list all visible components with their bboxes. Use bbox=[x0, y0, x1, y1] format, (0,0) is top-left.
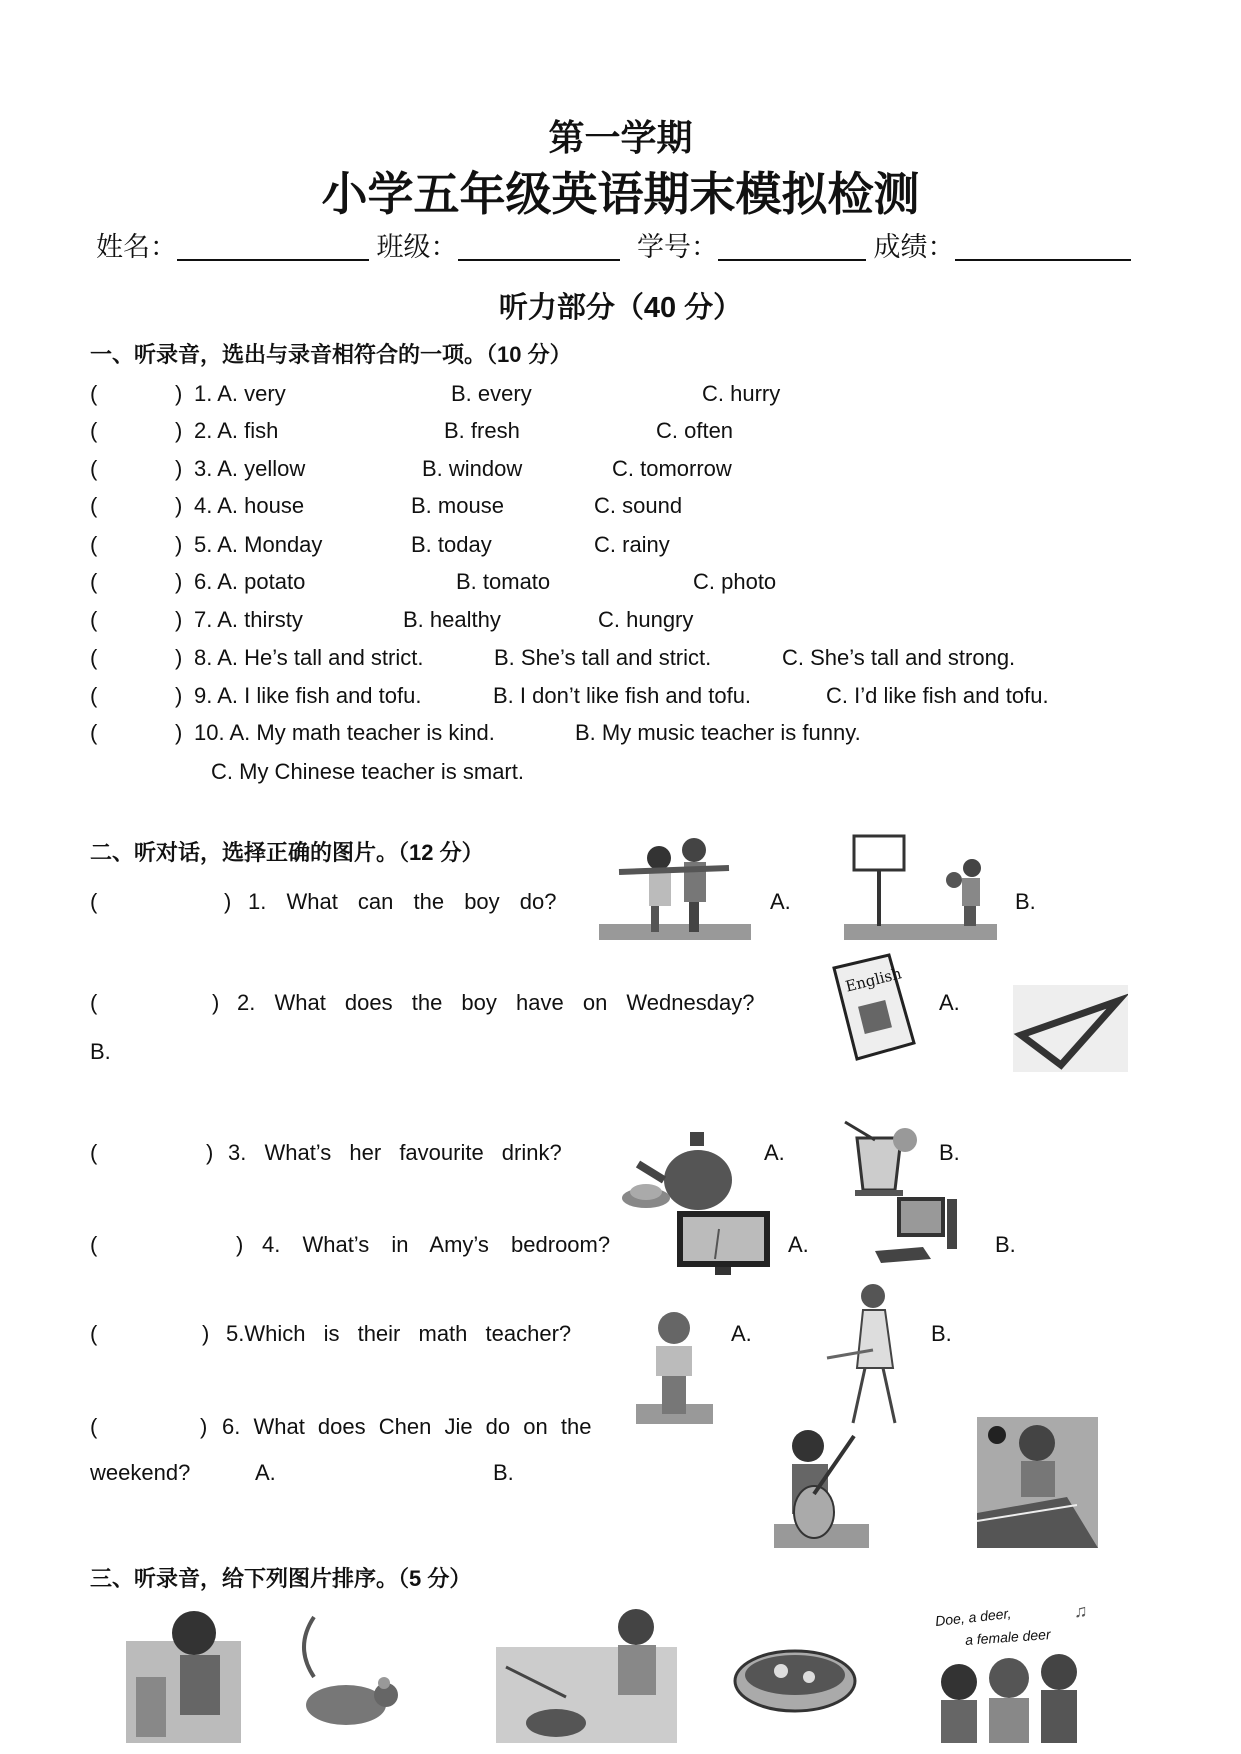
teapot-image[interactable] bbox=[620, 1128, 745, 1216]
option-c: C. often bbox=[656, 418, 734, 443]
option-a-label: A. bbox=[770, 889, 791, 914]
book-title: English bbox=[843, 964, 904, 996]
answer-paren-close: ) bbox=[175, 493, 183, 518]
option-c: C. hurry bbox=[702, 381, 781, 406]
answer-paren-open[interactable]: ( bbox=[90, 456, 98, 481]
name-blank[interactable] bbox=[177, 237, 369, 261]
option-b: B. I don’t like fish and tofu. bbox=[493, 683, 752, 708]
option-a-label: A. bbox=[731, 1321, 752, 1346]
answer-paren-close: ) bbox=[212, 990, 220, 1015]
option-b-label: B. bbox=[1015, 889, 1036, 914]
option-b-label: B. bbox=[493, 1460, 514, 1485]
answer-paren-close: ) bbox=[200, 1414, 208, 1439]
tv-image[interactable] bbox=[675, 1209, 772, 1277]
option-c: C. sound bbox=[594, 493, 683, 518]
answer-paren-close: ) bbox=[175, 381, 183, 406]
section3-heading: 三、听录音，给下列图片排序。（5 分） bbox=[90, 1566, 472, 1591]
option-c: C. tomorrow bbox=[612, 456, 732, 481]
song-lyric-line-2: a female deer bbox=[964, 1626, 1052, 1648]
option-b: B. She’s tall and strict. bbox=[494, 645, 712, 670]
answer-paren-open[interactable]: ( bbox=[90, 720, 98, 745]
answer-paren-open[interactable]: ( bbox=[90, 645, 98, 670]
section2-heading: 二、听对话，选择正确的图片。（12 分） bbox=[90, 840, 484, 865]
option-b: B. every bbox=[451, 381, 532, 406]
option-c: C. She’s tall and strong. bbox=[782, 645, 1016, 670]
question-text: 2. What does the boy have on Wednesday? bbox=[237, 990, 755, 1015]
answer-paren-close: ) bbox=[175, 683, 183, 708]
answer-paren-open[interactable]: ( bbox=[90, 532, 98, 557]
mouse-image[interactable] bbox=[284, 1607, 406, 1743]
option-a: 10. A. My math teacher is kind. bbox=[194, 720, 495, 745]
question-text-continued: weekend? bbox=[90, 1460, 191, 1485]
answer-paren-close: ) bbox=[175, 720, 183, 745]
option-a-label: A. bbox=[255, 1460, 276, 1485]
question-text: 5.Which is their math teacher? bbox=[226, 1321, 572, 1346]
option-b-label: B. bbox=[931, 1321, 952, 1346]
salad-bowl-image[interactable] bbox=[731, 1607, 860, 1743]
option-a: 7. A. thirsty bbox=[194, 607, 303, 632]
answer-paren-open[interactable]: ( bbox=[90, 607, 98, 632]
answer-paren-open[interactable]: ( bbox=[90, 1321, 98, 1346]
score-blank[interactable] bbox=[955, 237, 1131, 261]
answer-paren-open[interactable]: ( bbox=[90, 381, 98, 406]
song-lyric-line-1: Doe, a deer, bbox=[934, 1605, 1012, 1629]
option-b: B. today bbox=[411, 532, 492, 557]
singing-children-image[interactable] bbox=[919, 1600, 1103, 1743]
option-b: B. mouse bbox=[411, 493, 504, 518]
answer-paren-open[interactable]: ( bbox=[90, 683, 98, 708]
option-a: 2. A. fish bbox=[194, 418, 279, 443]
option-c: C. My Chinese teacher is smart. bbox=[211, 759, 524, 784]
girl-washing-image[interactable] bbox=[126, 1607, 241, 1743]
option-b-label: B. bbox=[939, 1140, 960, 1165]
option-c: C. rainy bbox=[594, 532, 670, 557]
option-a: 6. A. potato bbox=[194, 569, 306, 594]
option-b: B. tomato bbox=[456, 569, 551, 594]
answer-paren-open[interactable]: ( bbox=[90, 889, 98, 914]
answer-paren-open[interactable]: ( bbox=[90, 418, 98, 443]
option-a: 8. A. He’s tall and strict. bbox=[194, 645, 424, 670]
answer-paren-close: ) bbox=[175, 418, 183, 443]
answer-paren-open[interactable]: ( bbox=[90, 1140, 98, 1165]
exam-title: 小学五年级英语期末模拟检测 bbox=[321, 168, 920, 220]
basketball-image[interactable] bbox=[844, 832, 997, 940]
section1-heading: 一、听录音，选出与录音相符合的一项。（10 分） bbox=[90, 342, 572, 367]
option-b-label: B. bbox=[90, 1039, 111, 1064]
option-a: 4. A. house bbox=[194, 493, 305, 518]
question-text: 3. What’s her favourite drink? bbox=[228, 1140, 562, 1165]
class-blank[interactable] bbox=[458, 237, 620, 261]
answer-paren-close: ) bbox=[175, 532, 183, 557]
english-book-image[interactable] bbox=[829, 953, 919, 1063]
option-c: C. hungry bbox=[598, 607, 694, 632]
question-text: 1. What can the boy do? bbox=[248, 889, 557, 914]
answer-paren-close: ) bbox=[206, 1140, 214, 1165]
student-info-row bbox=[96, 234, 1131, 261]
option-a-label: A. bbox=[764, 1140, 785, 1165]
class-label: 班级： bbox=[376, 232, 458, 262]
answer-paren-open[interactable]: ( bbox=[90, 1414, 98, 1439]
option-a-label: A. bbox=[939, 990, 960, 1015]
triangle-ruler-image[interactable] bbox=[1013, 985, 1128, 1072]
option-a-label: A. bbox=[788, 1232, 809, 1257]
student-number-label: 学号： bbox=[637, 232, 719, 262]
question-text: 4. What’s in Amy’s bedroom? bbox=[262, 1232, 611, 1257]
option-a: 1. A. very bbox=[194, 381, 286, 406]
music-note-icon: ♫ bbox=[1074, 1601, 1088, 1621]
answer-paren-close: ) bbox=[202, 1321, 210, 1346]
option-b: B. fresh bbox=[444, 418, 520, 443]
answer-paren-open[interactable]: ( bbox=[90, 569, 98, 594]
juice-image[interactable] bbox=[835, 1120, 931, 1199]
name-label: 姓名： bbox=[96, 232, 177, 262]
option-c: C. I’d like fish and tofu. bbox=[826, 683, 1049, 708]
option-b: B. window bbox=[422, 456, 523, 481]
ping-pong-image[interactable] bbox=[977, 1417, 1098, 1548]
option-b: B. healthy bbox=[403, 607, 501, 632]
option-c: C. photo bbox=[693, 569, 777, 594]
option-b-label: B. bbox=[995, 1232, 1016, 1257]
male-teacher-image[interactable] bbox=[636, 1308, 713, 1424]
answer-paren-close: ) bbox=[175, 645, 183, 670]
answer-paren-open[interactable]: ( bbox=[90, 493, 98, 518]
answer-paren-close: ) bbox=[175, 456, 183, 481]
question-text: 6. What does Chen Jie do on the bbox=[222, 1414, 592, 1439]
option-b: B. My music teacher is funny. bbox=[575, 720, 861, 745]
option-a: 3. A. yellow bbox=[194, 456, 306, 481]
student-number-blank[interactable] bbox=[718, 237, 866, 261]
score-label: 成绩： bbox=[873, 232, 955, 262]
answer-paren-close: ) bbox=[236, 1232, 244, 1257]
computer-image[interactable] bbox=[875, 1193, 959, 1266]
answer-paren-close: ) bbox=[175, 607, 183, 632]
option-a: 5. A. Monday bbox=[194, 532, 323, 557]
term-title: 第一学期 bbox=[548, 117, 693, 158]
answer-paren-open[interactable]: ( bbox=[90, 990, 98, 1015]
listening-part-title: 听力部分（40 分） bbox=[498, 292, 743, 324]
playing-pipa-image[interactable] bbox=[774, 1424, 869, 1548]
answer-paren-open[interactable]: ( bbox=[90, 1232, 98, 1257]
female-teacher-image[interactable] bbox=[823, 1278, 914, 1430]
answer-paren-close: ) bbox=[175, 569, 183, 594]
option-a: 9. A. I like fish and tofu. bbox=[194, 683, 422, 708]
messy-room-image[interactable] bbox=[496, 1607, 677, 1743]
kungfu-boys-image[interactable] bbox=[599, 832, 751, 940]
answer-paren-close: ) bbox=[224, 889, 232, 914]
